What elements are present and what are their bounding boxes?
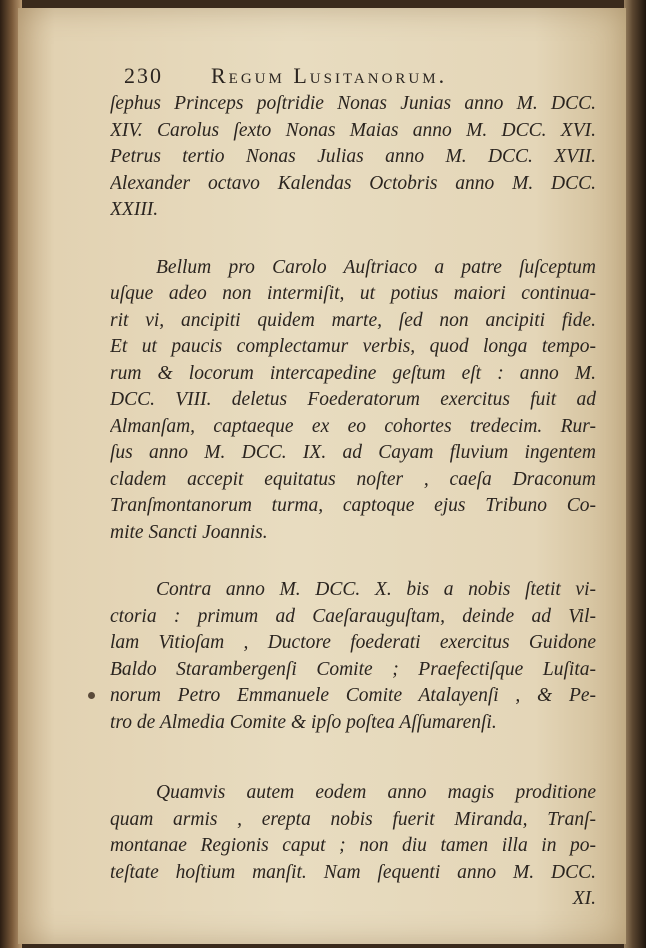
text-line: XI. [572,888,596,909]
text-line: cladem accepit equitatus noſter , caeſa Draconum [110,468,596,490]
text-line: Petrus tertio Nonas Julias anno M. DCC. XVII. [110,146,596,167]
text-line: uſque adeo non intermiſit, ut potius maiori continua- [110,283,596,304]
text-line: mite Sancti Joannis. [110,521,268,543]
ink-spot [88,692,95,699]
page-text-block [110,63,596,913]
text-line: Et ut paucis complectamur verbis, quod longa tempo- [110,336,596,357]
facing-page-edge [624,0,646,948]
text-line: teſtate hoſtium manſit. Nam ſequenti anno M. DCC. [110,861,596,883]
paragraph-3 [110,577,596,736]
text-line: Quamvis autem eodem anno magis proditione [156,782,596,803]
text-line: Baldo Starambergenſi Comite ; Praefectiſque Luſita- [110,658,596,680]
text-line: rit vi, ancipiti quidem marte, ſed non ancipiti fide. [110,309,596,331]
text-line: quam armis , erepta nobis fuerit Miranda, Tranſ- [110,808,596,830]
text-line: ſus anno M. DCC. IX. ad Cayam fluvium ingentem [110,442,596,463]
text-line: norum Petro Emmanuele Comite Atalayenſi , & Pe- [110,685,596,706]
text-line: rum & locorum intercapedine geſtum eſt : anno M. [110,362,596,384]
text-line: Alexander octavo Kalendas Octobris anno M. DCC. [110,172,596,194]
text-line: tro de Almedia Comite & ipſo poſtea Aſſumarenſi. [110,711,497,733]
text-line: montanae Regionis caput ; non diu tamen illa in po- [110,835,596,856]
text-line: ctoria : primum ad Caeſarauguſtam, deinde ad Vil- [110,605,596,627]
paragraph-2 [110,255,596,547]
text-line: Tranſmontanorum turma, captoque ejus Tribuno Co- [110,495,596,516]
page-number: 230 [124,63,163,88]
running-title: Regum Lusitanorum. [211,63,448,88]
text-line: Bellum pro Carolo Auſtriaco a patre ſuſceptum [156,256,596,278]
text-line: DCC. VIII. deletus Foederatorum exercitus fuit ad [110,389,596,410]
text-line: XXIII. [110,199,159,220]
paragraph-1 [110,91,596,224]
text-line: Contra anno M. DCC. X. bis a nobis ſtetit vi- [156,579,596,600]
running-header [124,63,596,89]
text-line: XIV. Carolus ſexto Nonas Maias anno M. DCC. XVI. [110,119,596,141]
text-line: ſephus Princeps poſtridie Nonas Junias anno M. DCC. [110,93,596,114]
book-page [18,8,626,944]
text-line: lam Vitioſam , Ductore foederati exercitus Guidone [110,632,596,653]
paragraph-4 [110,780,596,913]
text-line: Almanſam, captaeque ex eo cohortes tredecim. Rur- [110,415,596,437]
